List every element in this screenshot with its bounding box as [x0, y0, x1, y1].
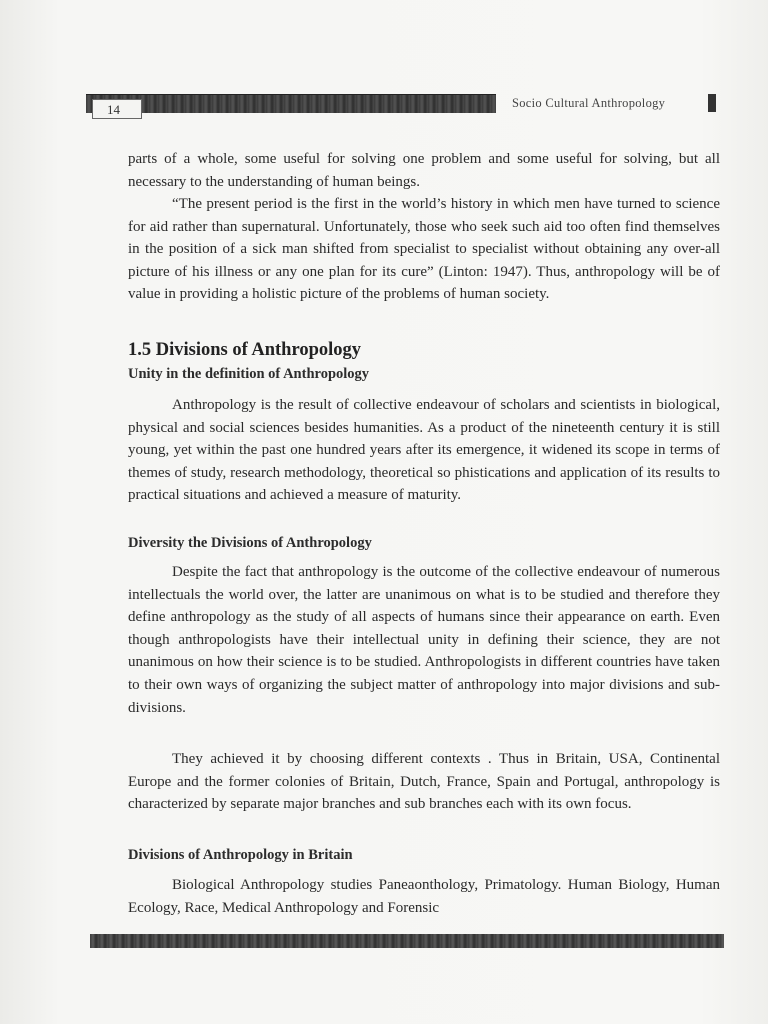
paragraph-quote: “The present period is the first in the world’s history in which men have turned to science for aid rather than supernatural. Unfortunately, those who seek such aid too often find themselves in the position of a sick man shifted from specialist to specialist without obtaining any over-all picture of his illness or any one plan for its cure” (Linton: 1947). Thus, anthropology will be of value in providing a holistic picture of the problems of human society.: [128, 196, 720, 303]
running-title: Socio Cultural Anthropology: [512, 96, 666, 110]
paragraph-diversity: Despite the fact that anthropology is the outcome of the collective endeavour of numerous intellectuals the world over, the latter are unanimous on what is to be studied and therefore they define anthropology as the study of all aspects of humans since their appearance on earth. Even though anthropologists have their intellectual unity in defining their science, they are not unanimous on how their science is to be studied. Anthropologists in different countries have taken to their own ways of organizing the subject matter of anthropology into major divisions and sub-divisions.: [128, 564, 720, 716]
subheading-diversity: Diversity the Divisions of Anthropology: [128, 535, 372, 551]
paragraph-contexts: They achieved it by choosing different contexts . Thus in Britain, USA, Continental Europe and the former colonies of Britain, Dutch, France, Spain and Portugal, anthropology is characterized by separate major branches and sub branches each with its own focus.: [128, 751, 720, 813]
paragraph-britain: Biological Anthropology studies Paneaonthology, Primatology. Human Biology, Human Ecology, Race, Medical Anthropology and Forensic: [128, 877, 720, 916]
header-end-marker: [708, 94, 716, 112]
subheading-britain: Divisions of Anthropology in Britain: [128, 847, 353, 863]
section-heading: 1.5 Divisions of Anthropology: [128, 340, 362, 360]
page-number: 14: [92, 99, 142, 119]
paragraph-continuation: parts of a whole, some useful for solving one problem and some useful for solving, but all necessary to the understanding of human beings.: [128, 151, 720, 190]
footer-rule: [90, 934, 724, 948]
subheading-unity: Unity in the definition of Anthropology: [128, 366, 370, 382]
header-rule: [86, 94, 496, 113]
paragraph-unity: Anthropology is the result of collective endeavour of scholars and scientists in biological, physical and social sciences besides humanities. As a product of the nineteenth century it is still young, yet within the past one hundred years after its emergence, it widened its scope in terms of themes of study, research methodology, theoretical so phistications and application of its results to practical situations and achieved a measure of maturity.: [128, 397, 720, 504]
